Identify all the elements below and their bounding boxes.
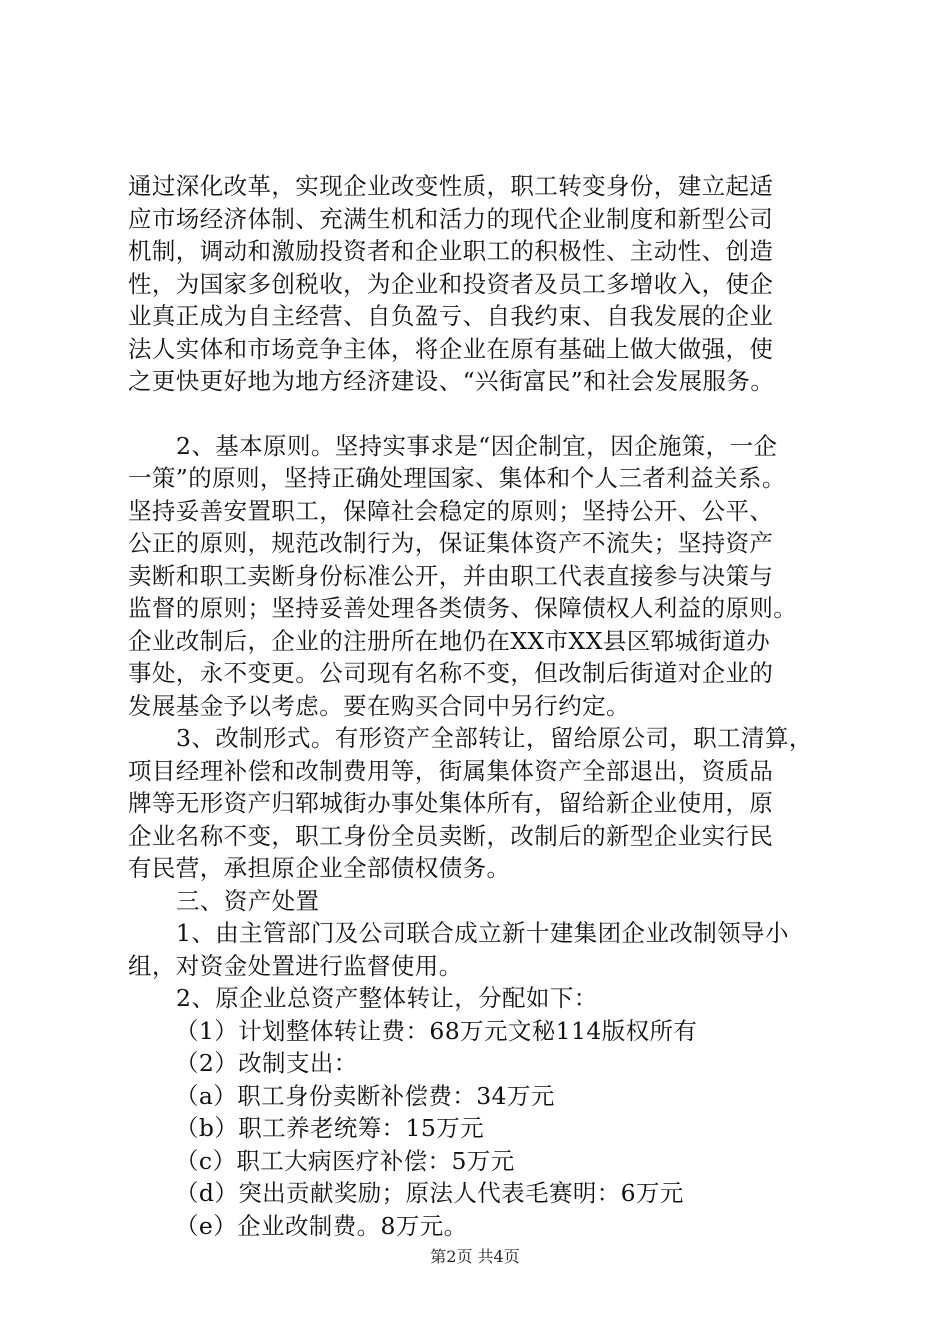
text-line: 监督的原则；坚持妥善处理各类债务、保障债权人利益的原则。 [128, 594, 798, 622]
text-line: 1、由主管部门及公司联合成立新十建集团企业改制领导小 [176, 919, 789, 947]
text-line: 有民营，承担原企业全部债权债务。 [128, 854, 511, 882]
text-line: 2、原企业总资产整体转让，分配如下： [176, 984, 598, 1012]
text-line: 性，为国家多创税收，为企业和投资者及员工多增收入，使企 [128, 269, 774, 298]
text-line: 应市场经济体制、充满生机和活力的现代企业制度和新型公司 [128, 204, 774, 233]
list-item: （2）改制支出： [175, 1049, 358, 1077]
list-item: （b）职工养老统筹：15万元 [175, 1114, 485, 1142]
list-item: （e）企业改制费。8万元。 [175, 1211, 468, 1240]
text-line: 组，对资金处置进行监督使用。 [128, 951, 463, 980]
paragraph-reform-form [128, 722, 838, 885]
section-asset-disposal [128, 885, 838, 1243]
page-number-footer: 第2页 共4页 [430, 1247, 520, 1266]
text-line: 牌等无形资产归郓城街办事处集体所有，留给新企业使用，原 [128, 789, 774, 817]
document-body [128, 170, 838, 1242]
list-item: （d）突出贡献奖励；原法人代表毛赛明：6万元 [175, 1179, 684, 1207]
text-line: 业真正成为自主经营、自负盈亏、自我约束、自我发展的企业 [128, 302, 774, 330]
text-line: 机制，调动和激励投资者和企业职工的积极性、主动性、创造 [128, 237, 774, 265]
text-line: 企业名称不变，职工身份全员卖断，改制后的新型企业实行民 [128, 821, 774, 850]
text-line: 卖断和职工卖断身份标准公开，并由职工代表直接参与决策与 [128, 561, 774, 590]
paragraph-goal [128, 170, 838, 398]
text-line: 之更快更好地为地方经济建设、“兴街富民”和社会发展服务。 [128, 367, 775, 395]
list-item: （c）职工大病医疗补偿：5万元 [175, 1146, 515, 1175]
text-line: 坚持妥善安置职工，保障社会稳定的原则；坚持公开、公平、 [128, 496, 774, 525]
paragraph-gap [128, 398, 838, 430]
text-line: 事处，永不变更。公司现有名称不变，但改制后街道对企业的 [128, 659, 774, 687]
paragraph-basic-principles [128, 430, 838, 723]
list-item: （a）职工身份卖断补偿费：34万元 [175, 1081, 555, 1110]
text-line: 企业改制后，企业的注册所在地仍在XX市XX县区郓城街道办 [128, 626, 771, 655]
list-item: （1）计划整体转让费：68万元文秘114版权所有 [175, 1016, 698, 1045]
section-heading: 三、资产处置 [176, 886, 320, 915]
text-line: 2、基本原则。坚持实事求是“因企制宜，因企施策，一企 [176, 431, 778, 460]
text-line: 一策”的原则，坚持正确处理国家、集体和个人三者利益关系。 [128, 464, 786, 492]
text-line: 法人实体和市场竞争主体，将企业在原有基础上做大做强，使 [128, 334, 774, 363]
text-line: 公正的原则，规范改制行为，保证集体资产不流失；坚持资产 [128, 529, 774, 557]
text-line: 通过深化改革，实现企业改变性质，职工转变身份，建立起适 [128, 172, 774, 200]
text-line: 发展基金予以考虑。要在购买合同中另行约定。 [128, 691, 630, 720]
text-line: 3、改制形式。有形资产全部转让，留给原公司，职工清算， [176, 724, 813, 752]
text-line: 项目经理补偿和改制费用等，街属集体资产全部退出，资质品 [128, 756, 774, 785]
